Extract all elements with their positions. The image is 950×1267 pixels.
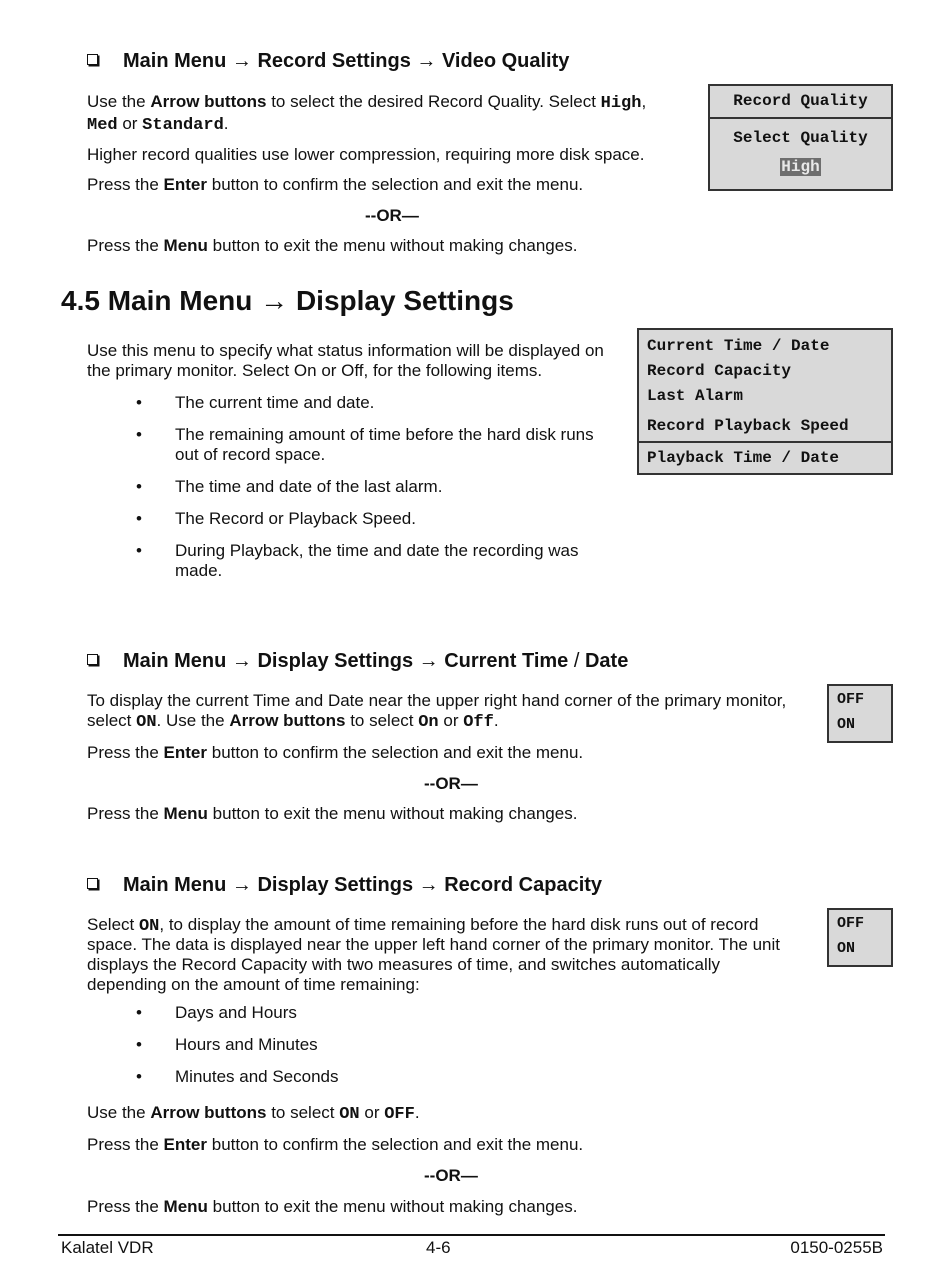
text: or: [438, 711, 464, 730]
or-separator: --OR—: [424, 1166, 478, 1185]
section-number: 4.5: [61, 285, 100, 316]
bullet-icon: •: [136, 393, 142, 412]
text: .: [414, 1103, 420, 1122]
text: to select: [266, 1103, 340, 1122]
arrow-icon: →: [418, 650, 439, 672]
record-capacity-heading: [87, 873, 602, 897]
record-capacity-para-3: [87, 1135, 583, 1155]
panel-item: Last Alarm: [647, 387, 744, 405]
current-time-para-1-line-2: [87, 711, 499, 733]
bullet-icon: •: [136, 509, 142, 528]
list-item: During Playback, the time and date the recording was: [175, 541, 579, 560]
text: button to confirm the selection and exit the menu.: [207, 743, 584, 762]
text: or: [359, 1103, 385, 1122]
video-quality-para-1: [87, 92, 646, 136]
record-capacity-para-1-line-2: space. The data is displayed near the upper left hand corner of the primary monitor. The unit: [87, 935, 780, 954]
record-quality-panel: [708, 84, 893, 191]
option-off: OFF: [837, 915, 865, 932]
bullet-icon: •: [136, 1067, 142, 1086]
panel-item: Record Capacity: [647, 362, 792, 380]
bold-text: Arrow buttons: [150, 1103, 267, 1122]
heading-part: Display Settings: [257, 874, 414, 896]
heading-part: Current Time: [444, 650, 569, 672]
panel-divider: [639, 441, 891, 443]
panel-divider: [710, 117, 891, 119]
arrow-icon: →: [260, 285, 289, 316]
text: button to confirm the selection and exit the menu.: [207, 1135, 584, 1154]
option-off: OFF: [837, 691, 865, 708]
list-item-continued: made.: [175, 561, 223, 580]
list-item: Minutes and Seconds: [175, 1067, 339, 1086]
text: .: [223, 114, 229, 133]
current-time-para-1-line-1: To display the current Time and Date near the upper right hand corner of the primary monitor,: [87, 691, 787, 710]
arrow-icon: →: [231, 650, 252, 672]
list-item: Days and Hours: [175, 1003, 297, 1022]
text: Press the: [87, 1135, 164, 1154]
list-item: The time and date of the last alarm.: [175, 477, 443, 496]
display-settings-title: [61, 284, 514, 318]
footer-page-number: 4-6: [426, 1238, 451, 1257]
bold-text: Menu: [163, 1197, 208, 1216]
heading-part: Main Menu: [123, 50, 227, 72]
bullet-icon: •: [136, 1003, 142, 1022]
option-on: ON: [837, 716, 856, 733]
mono-value: ON: [138, 917, 160, 936]
text: or: [117, 114, 143, 133]
text: .: [493, 711, 499, 730]
panel-item: Current Time / Date: [647, 337, 830, 355]
bold-text: Enter: [163, 743, 208, 762]
display-intro-line-1: Use this menu to specify what status information will be displayed on: [87, 341, 604, 360]
text: button to exit the menu without making changes.: [207, 1197, 578, 1216]
arrow-icon: →: [231, 874, 252, 896]
or-separator: --OR—: [365, 206, 419, 225]
heading-part: Display Settings: [257, 650, 414, 672]
text: Press the: [87, 175, 164, 194]
display-intro-line-2: the primary monitor. Select On or Off, for the following items.: [87, 361, 543, 380]
text: Use the: [87, 92, 151, 111]
bullet-icon: •: [136, 477, 142, 496]
arrow-icon: →: [418, 874, 439, 896]
panel-label: Select Quality: [733, 129, 868, 147]
list-item: The remaining amount of time before the hard disk runs: [175, 425, 594, 444]
record-capacity-para-1-line-1: [87, 915, 759, 937]
heading-part: Main Menu: [123, 874, 227, 896]
checkbox-bullet-icon: [87, 654, 98, 665]
list-item: The current time and date.: [175, 393, 375, 412]
bullet-icon: •: [136, 541, 142, 560]
record-capacity-onoff-panel: [827, 908, 893, 967]
bullet-icon: •: [136, 425, 142, 444]
record-capacity-para-1-line-3: displays the Record Capacity with two measures of time, and switches automatically: [87, 955, 721, 974]
list-item-continued: out of record space.: [175, 445, 326, 464]
arrow-icon: →: [416, 50, 437, 72]
title-part: Main Menu: [107, 285, 253, 316]
selected-quality-value: High: [781, 158, 820, 176]
current-time-para-2: [87, 743, 583, 763]
bold-text: Enter: [163, 175, 208, 194]
footer-rule: [58, 1234, 885, 1236]
list-item: Hours and Minutes: [175, 1035, 318, 1054]
list-item: The Record or Playback Speed.: [175, 509, 416, 528]
mono-value: Med: [87, 116, 118, 135]
heading-part: /: [568, 650, 585, 672]
text: button to exit the menu without making changes.: [207, 236, 578, 255]
footer-right: 0150-0255B: [790, 1238, 883, 1257]
panel-title: Record Quality: [733, 92, 868, 110]
heading-part: Video Quality: [441, 50, 570, 72]
text: to select the desired Record Quality. Select: [266, 92, 601, 111]
record-capacity-para-1-line-4: depending on the amount of time remaining:: [87, 975, 420, 994]
bold-text: Arrow buttons: [150, 92, 267, 111]
text: Use the: [87, 1103, 151, 1122]
bold-text: Arrow buttons: [229, 711, 346, 730]
mono-value: OFF: [384, 1105, 415, 1124]
option-on: ON: [837, 940, 856, 957]
video-quality-para-3: [87, 175, 583, 195]
video-quality-heading: [87, 49, 569, 73]
text: Press the: [87, 1197, 164, 1216]
panel-value-row: [710, 158, 891, 176]
text: Press the: [87, 743, 164, 762]
video-quality-para-2: Higher record qualities use lower compression, requiring more disk space.: [87, 145, 645, 164]
mono-value: Off: [463, 713, 494, 732]
heading-part: Record Capacity: [444, 874, 603, 896]
current-time-heading: [87, 649, 628, 673]
bold-text: Menu: [163, 236, 208, 255]
video-quality-para-4: [87, 236, 577, 256]
bold-text: Menu: [163, 804, 208, 823]
current-time-para-3: [87, 804, 577, 824]
text: select: [87, 711, 137, 730]
display-settings-panel: [637, 328, 893, 475]
or-separator: --OR—: [424, 774, 478, 793]
mono-value: High: [600, 94, 642, 113]
heading-part: Date: [584, 650, 629, 672]
checkbox-bullet-icon: [87, 878, 98, 889]
current-time-onoff-panel: [827, 684, 893, 743]
mono-value: Standard: [142, 116, 224, 135]
mono-value: ON: [136, 713, 157, 732]
mono-value: ON: [339, 1105, 360, 1124]
panel-item: Record Playback Speed: [647, 417, 849, 435]
title-part: Display Settings: [295, 285, 514, 316]
text: , to display the amount of time remaining before the hard disk runs out of record: [159, 915, 759, 934]
text: ,: [641, 92, 647, 111]
mono-value: On: [418, 713, 439, 732]
heading-part: Record Settings: [257, 50, 411, 72]
arrow-icon: →: [231, 50, 252, 72]
footer-left: Kalatel VDR: [61, 1238, 154, 1257]
text: Select: [87, 915, 139, 934]
bold-text: Enter: [163, 1135, 208, 1154]
record-capacity-para-4: [87, 1197, 577, 1217]
checkbox-bullet-icon: [87, 54, 98, 65]
text: Press the: [87, 804, 164, 823]
text: button to confirm the selection and exit the menu.: [207, 175, 584, 194]
bullet-icon: •: [136, 1035, 142, 1054]
heading-part: Main Menu: [123, 650, 227, 672]
panel-item: Playback Time / Date: [647, 449, 840, 467]
text: . Use the: [156, 711, 230, 730]
text: button to exit the menu without making changes.: [207, 804, 578, 823]
record-capacity-para-2: [87, 1103, 420, 1125]
text: to select: [345, 711, 419, 730]
text: Press the: [87, 236, 164, 255]
